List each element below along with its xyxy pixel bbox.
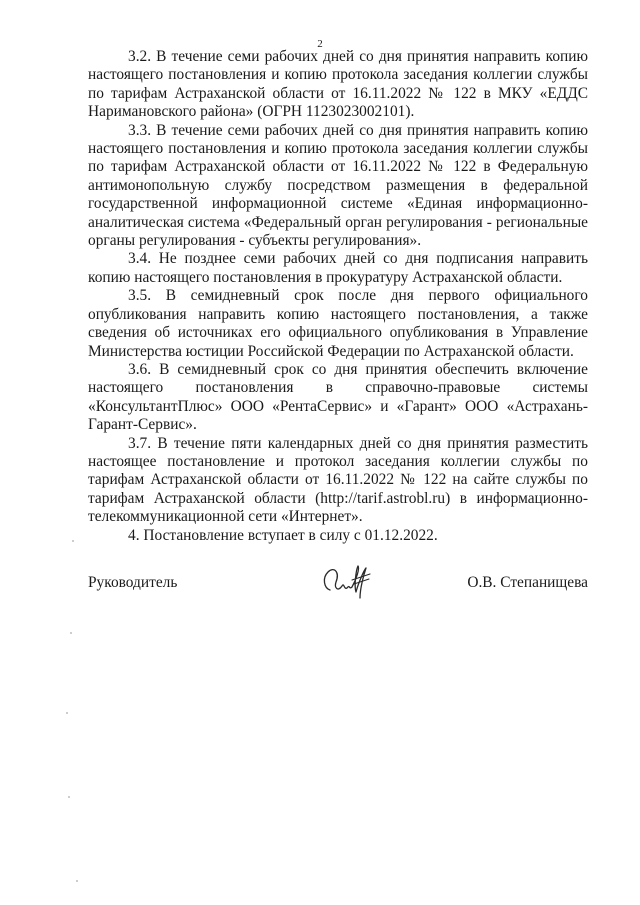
paragraph-3-6: 3.6. В семидневный срок со дня принятия обеспечить включение настоящего постановления в справочно-правовые системы «КонсультантПлюс» ООО «РентаСервис» и «Гарант» ООО «Астрахань-Гарант-Сервис». bbox=[88, 360, 588, 434]
signature-block bbox=[88, 568, 588, 618]
scan-speck bbox=[70, 632, 72, 634]
scan-speck bbox=[76, 880, 78, 882]
scan-speck bbox=[66, 712, 68, 714]
handwritten-signature bbox=[316, 560, 376, 606]
signatory-title: Руководитель bbox=[88, 574, 178, 591]
page-number: 2 bbox=[317, 38, 323, 50]
scan-speck bbox=[68, 796, 70, 798]
document-body bbox=[88, 48, 588, 545]
signatory-name: О.В. Степанищева bbox=[467, 574, 588, 591]
paragraph-4: 4. Постановление вступает в силу с 01.12.2022. bbox=[128, 526, 438, 544]
paragraph-3-2: 3.2. В течение семи рабочих дней со дня принятия направить копию настоящего постановления и копию протокола заседания коллегии службы по тарифам Астраханской области от 16.11.2022 № 122 в МКУ «ЕДДС Наримановского района» (ОГРН 1123023002101). bbox=[88, 48, 588, 121]
paragraph-3-7: 3.7. В течение пяти календарных дней со дня принятия разместить настоящее постановление и протокол заседания коллегии службы по тарифам Астраханской области от 16.11.2022 № 122 на сайте службы по тарифам Астраханской области (http://tarif.astrobl.ru) в информационно-телекоммуникационной сети «Интернет». bbox=[88, 434, 588, 526]
paragraph-3-3: 3.3. В течение семи рабочих дней со дня принятия направить копию настоящего постановления и копию протокола заседания коллегии службы по тарифам Астраханской области от 16.11.2022 № 122 в Федеральную антимонопольную службу посредством размещения в федеральной государственной информационной системе «Единая информационно-аналитическая система «Федеральный орган регулирования - региональные органы регулирования - субъекты регулирования». bbox=[88, 121, 588, 250]
paragraph-3-4: 3.4. Не позднее семи рабочих дней со дня подписания направить копию настоящего постановления в прокуратуру Астраханской области. bbox=[88, 250, 588, 286]
scan-speck bbox=[72, 540, 74, 542]
paragraph-3-5: 3.5. В семидневный срок после дня первого официального опубликования направить копию настоящего постановления, а также сведения об источниках его официального опубликования в Управление Министерства юстиции Российской Федерации по Астраханской области. bbox=[88, 287, 588, 360]
